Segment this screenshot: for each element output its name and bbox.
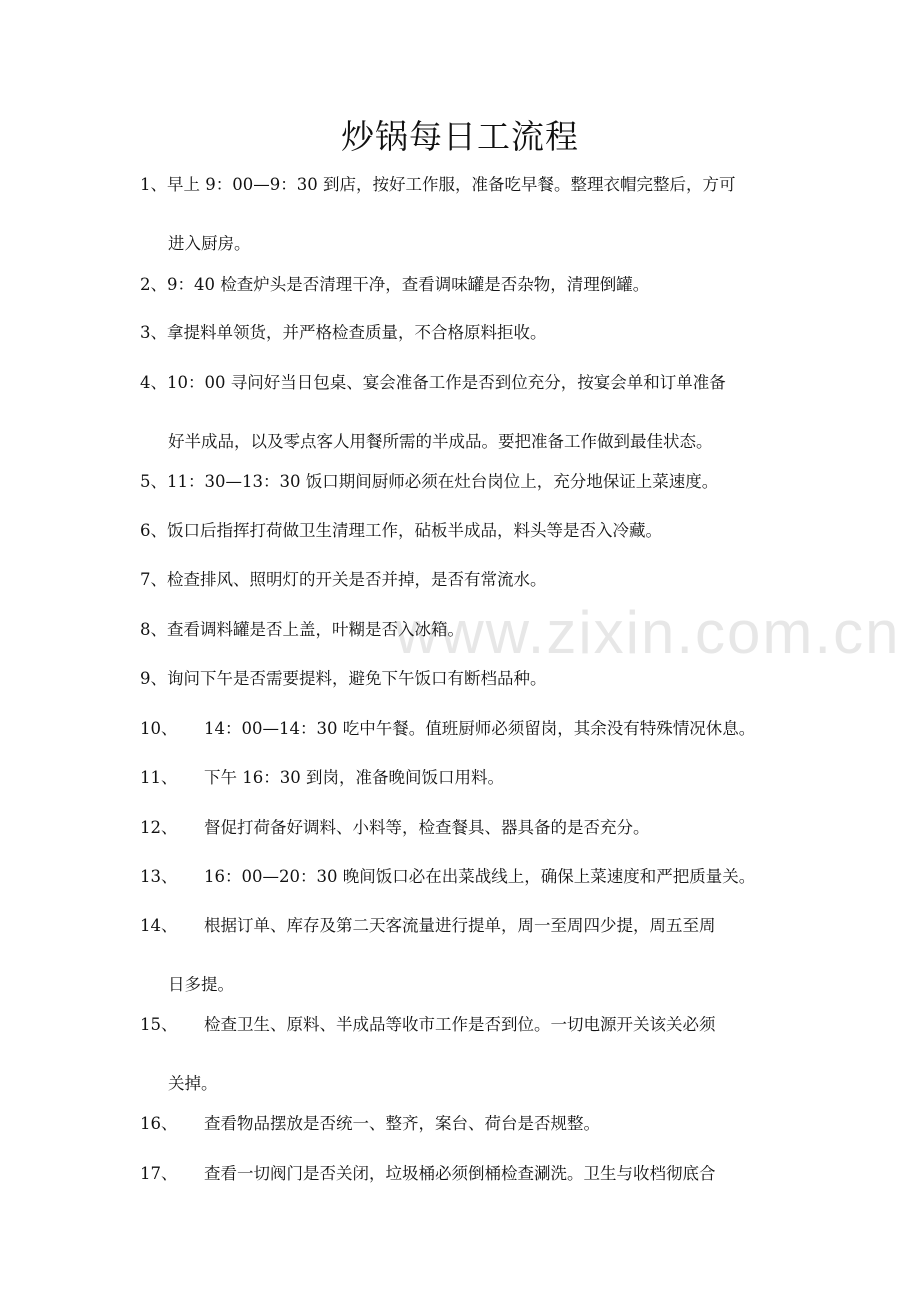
item-text: 检查卫生、原料、半成品等收市工作是否到位。一切电源开关该关必须 (204, 1015, 716, 1034)
item-number: 7、 (140, 570, 167, 589)
item-text-continuation: 日多提。 (168, 975, 234, 994)
item-text: 下午 16：30 到岗，准备晚间饭口用料。 (204, 768, 504, 787)
item-text: 根据订单、库存及第二天客流量进行提单，周一至周四少提，周五至周 (204, 916, 716, 935)
item-text: 9：40 检查炉头是否清理干净，查看调味罐是否杂物，清理倒罐。 (167, 275, 650, 294)
item-number: 13、 (140, 867, 178, 886)
watermark: www.zixin.com.cn (395, 599, 901, 666)
list-item (140, 567, 790, 593)
item-text: 检查排风、照明灯的开关是否并掉，是否有常流水。 (167, 570, 547, 589)
item-text: 11：30—13：30 饭口期间厨师必须在灶台岗位上，充分地保证上菜速度。 (167, 472, 719, 491)
item-number: 6、 (140, 521, 167, 540)
list-item (140, 765, 790, 791)
list-item (140, 666, 790, 692)
document-title: 炒锅每日工流程 (341, 117, 579, 156)
item-number: 11、 (140, 768, 178, 787)
item-text: 14：00—14：30 吃中午餐。值班厨师必须留岗，其余没有特殊情况休息。 (204, 719, 756, 738)
list-item (140, 370, 790, 455)
list-item (140, 913, 790, 998)
list-item (140, 469, 790, 495)
item-number: 17、 (140, 1164, 178, 1183)
item-text: 16：00—20：30 晚间饭口必在出菜战线上，确保上菜速度和严把质量关。 (204, 867, 756, 886)
list-item (140, 864, 790, 890)
item-number: 3、 (140, 323, 167, 342)
item-text-continuation: 进入厨房。 (168, 234, 251, 253)
item-text: 拿提料单领货，并严格检查质量，不合格原料拒收。 (167, 323, 547, 342)
item-text: 督促打荷备好调料、小料等，检查餐具、器具备的是否充分。 (204, 818, 650, 837)
item-text: 饭口后指挥打荷做卫生清理工作，砧板半成品，料头等是否入冷藏。 (167, 521, 662, 540)
list-item (140, 1111, 790, 1137)
item-number: 16、 (140, 1114, 178, 1133)
item-number: 14、 (140, 916, 178, 935)
list-item (140, 518, 790, 544)
list-item (140, 617, 790, 643)
list-item (140, 1161, 790, 1187)
list-item (140, 172, 790, 257)
item-text: 早上 9：00—9：30 到店，按好工作服，准备吃早餐。整理衣帽完整后，方可 (167, 175, 736, 194)
list-item (140, 716, 790, 742)
item-text: 查看物品摆放是否统一、整齐，案台、荷台是否规整。 (204, 1114, 600, 1133)
list-item (140, 272, 790, 298)
item-number: 12、 (140, 818, 178, 837)
item-number: 4、 (140, 373, 167, 392)
item-number: 9、 (140, 669, 167, 688)
list-item (140, 815, 790, 841)
item-number: 15、 (140, 1015, 178, 1034)
list-item (140, 320, 790, 346)
item-text: 10：00 寻问好当日包桌、宴会准备工作是否到位充分，按宴会单和订单准备 (167, 373, 726, 392)
list-item (140, 1012, 790, 1097)
item-number: 2、 (140, 275, 167, 294)
item-text: 查看调料罐是否上盖，叶糊是否入冰箱。 (167, 620, 464, 639)
item-number: 5、 (140, 472, 167, 491)
item-number: 1、 (140, 175, 167, 194)
item-number: 10、 (140, 719, 178, 738)
item-text-continuation: 关掉。 (168, 1074, 218, 1093)
item-number: 8、 (140, 620, 167, 639)
item-text: 查看一切阀门是否关闭，垃圾桶必须倒桶检查涮洗。卫生与收档彻底合 (204, 1164, 716, 1183)
item-text: 询问下午是否需要提料，避免下午饭口有断档品种。 (167, 669, 547, 688)
item-text-continuation: 好半成品，以及零点客人用餐所需的半成品。要把准备工作做到最佳状态。 (168, 432, 713, 451)
